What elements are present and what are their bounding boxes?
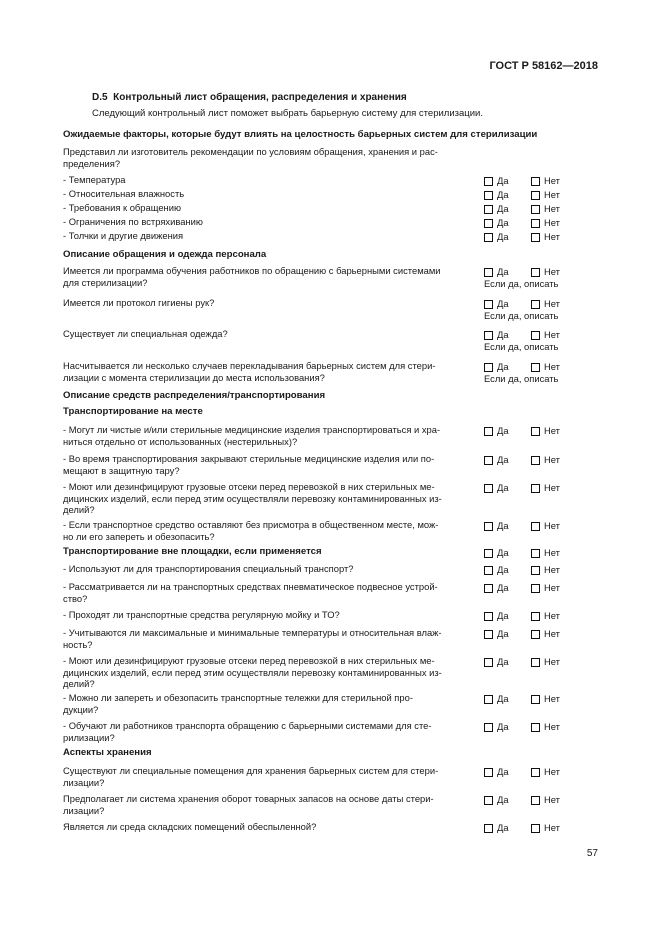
checklist-question: - Учитываются ли максимальные и минимальные температуры и относительная влаж- ность? xyxy=(63,627,442,650)
no-label: Нет xyxy=(544,361,560,372)
yes-label: Да xyxy=(497,766,509,777)
no-label: Нет xyxy=(544,721,560,732)
no-checkbox[interactable] xyxy=(531,824,540,833)
yes-checkbox[interactable] xyxy=(484,484,493,493)
checklist-question: - Обучают ли работников транспорта обращению с барьерными системами для сте- рилизации? xyxy=(63,720,432,743)
checklist-question: - Используют ли для транспортирования специальный транспорт? xyxy=(63,563,354,574)
no-option xyxy=(531,766,560,778)
no-option xyxy=(531,266,560,278)
no-label: Нет xyxy=(544,329,560,340)
no-checkbox[interactable] xyxy=(531,723,540,732)
yes-checkbox[interactable] xyxy=(484,695,493,704)
no-checkbox[interactable] xyxy=(531,522,540,531)
yes-option xyxy=(484,425,509,437)
no-label: Нет xyxy=(544,425,560,436)
yes-checkbox[interactable] xyxy=(484,177,493,186)
yes-label: Да xyxy=(497,628,509,639)
yes-option xyxy=(484,822,509,834)
yes-label: Да xyxy=(497,564,509,575)
checklist-question: - Рассматривается ли на транспортных средствах пневматическое подвесное устрой- ство? xyxy=(63,581,438,604)
no-checkbox[interactable] xyxy=(531,612,540,621)
checklist-question: - Проходят ли транспортные средства регулярную мойку и ТО? xyxy=(63,609,340,620)
no-checkbox[interactable] xyxy=(531,363,540,372)
yes-label: Да xyxy=(497,822,509,833)
yes-option xyxy=(484,564,509,576)
no-option xyxy=(531,361,560,373)
no-option xyxy=(531,721,560,733)
no-checkbox[interactable] xyxy=(531,796,540,805)
no-checkbox[interactable] xyxy=(531,219,540,228)
yes-label: Да xyxy=(497,175,509,186)
no-option xyxy=(531,564,560,576)
yes-option xyxy=(484,266,509,278)
yes-label: Да xyxy=(497,482,509,493)
no-label: Нет xyxy=(544,298,560,309)
page-number: 57 xyxy=(586,848,598,859)
yes-option xyxy=(484,547,509,559)
checklist-heading: Аспекты хранения xyxy=(63,747,152,758)
section-title: Контрольный лист обращения, распределения и хранения xyxy=(113,92,407,103)
yes-label: Да xyxy=(497,217,509,228)
yes-option xyxy=(484,454,509,466)
no-label: Нет xyxy=(544,547,560,558)
checklist-question: - Во время транспортирования закрывают стерильные медицинские изделия или по- мещают в защитную тару? xyxy=(63,453,435,476)
yes-checkbox[interactable] xyxy=(484,549,493,558)
no-checkbox[interactable] xyxy=(531,331,540,340)
yes-option xyxy=(484,175,509,187)
no-option xyxy=(531,794,560,806)
checklist-question: Имеется ли протокол гигиены рук? xyxy=(63,297,215,308)
checklist-question: Предполагает ли система хранения оборот товарных запасов на основе даты стери- лизации? xyxy=(63,793,434,816)
yes-option xyxy=(484,721,509,733)
no-option xyxy=(531,175,560,187)
yes-checkbox[interactable] xyxy=(484,824,493,833)
yes-checkbox[interactable] xyxy=(484,427,493,436)
yes-checkbox[interactable] xyxy=(484,219,493,228)
if-yes-describe: Если да, описать xyxy=(484,278,559,289)
if-yes-describe: Если да, описать xyxy=(484,341,559,352)
no-checkbox[interactable] xyxy=(531,233,540,242)
checklist-question: - Можно ли запереть и обезопасить транспортные тележки для стерильной про- дукции? xyxy=(63,692,413,715)
yes-option xyxy=(484,766,509,778)
yes-option xyxy=(484,217,509,229)
no-option xyxy=(531,189,560,201)
yes-checkbox[interactable] xyxy=(484,768,493,777)
yes-checkbox[interactable] xyxy=(484,630,493,639)
yes-checkbox[interactable] xyxy=(484,522,493,531)
no-label: Нет xyxy=(544,610,560,621)
yes-label: Да xyxy=(497,454,509,465)
yes-option xyxy=(484,520,509,532)
yes-checkbox[interactable] xyxy=(484,584,493,593)
no-checkbox[interactable] xyxy=(531,658,540,667)
yes-checkbox[interactable] xyxy=(484,612,493,621)
no-checkbox[interactable] xyxy=(531,300,540,309)
yes-label: Да xyxy=(497,547,509,558)
checklist-question: - Если транспортное средство оставляют без присмотра в общественном месте, мож- но ли его запереть и обезопасить? xyxy=(63,519,439,542)
yes-label: Да xyxy=(497,794,509,805)
if-yes-describe: Если да, описать xyxy=(484,310,559,321)
no-checkbox[interactable] xyxy=(531,177,540,186)
yes-checkbox[interactable] xyxy=(484,233,493,242)
yes-option xyxy=(484,482,509,494)
no-label: Нет xyxy=(544,693,560,704)
no-label: Нет xyxy=(544,231,560,242)
no-option xyxy=(531,520,560,532)
checklist-heading: Транспортирование на месте xyxy=(63,406,203,417)
no-option xyxy=(531,582,560,594)
yes-option xyxy=(484,203,509,215)
no-option xyxy=(531,217,560,229)
yes-label: Да xyxy=(497,266,509,277)
no-checkbox[interactable] xyxy=(531,695,540,704)
yes-label: Да xyxy=(497,329,509,340)
no-label: Нет xyxy=(544,175,560,186)
checklist-question: Представил ли изготовитель рекомендации по условиям обращения, хранения и рас- пределения? xyxy=(63,146,438,169)
yes-option xyxy=(484,361,509,373)
checklist-question: - Толчки и другие движения xyxy=(63,230,184,241)
no-label: Нет xyxy=(544,520,560,531)
no-label: Нет xyxy=(544,203,560,214)
checklist-question: - Моют или дезинфицируют грузовые отсеки перед перевозкой в них стерильных ме- дицинских изделий, если перед этим осуществляли перевозку контаминированных из- делий? xyxy=(63,655,442,689)
yes-option xyxy=(484,582,509,594)
checklist-question: Существует ли специальная одежда? xyxy=(63,328,228,339)
yes-label: Да xyxy=(497,203,509,214)
no-label: Нет xyxy=(544,564,560,575)
yes-checkbox[interactable] xyxy=(484,363,493,372)
yes-checkbox[interactable] xyxy=(484,456,493,465)
no-option xyxy=(531,628,560,640)
no-label: Нет xyxy=(544,189,560,200)
yes-option xyxy=(484,656,509,668)
no-checkbox[interactable] xyxy=(531,768,540,777)
no-label: Нет xyxy=(544,217,560,228)
yes-label: Да xyxy=(497,298,509,309)
yes-label: Да xyxy=(497,361,509,372)
yes-label: Да xyxy=(497,610,509,621)
yes-option xyxy=(484,189,509,201)
no-label: Нет xyxy=(544,766,560,777)
no-checkbox[interactable] xyxy=(531,584,540,593)
no-label: Нет xyxy=(544,482,560,493)
yes-checkbox[interactable] xyxy=(484,796,493,805)
checklist-question: - Относительная влажность xyxy=(63,188,185,199)
no-label: Нет xyxy=(544,628,560,639)
yes-checkbox[interactable] xyxy=(484,331,493,340)
no-option xyxy=(531,693,560,705)
intro-text: Следующий контрольный лист поможет выбрать барьерную систему для стерилизации. xyxy=(92,108,483,119)
document-code: ГОСТ Р 58162—2018 xyxy=(489,60,598,72)
checklist-question: - Моют или дезинфицируют грузовые отсеки перед перевозкой в них стерильных ме- дицинских изделий, если перед этим осуществляли перевозку контаминированных из- делий? xyxy=(63,481,442,515)
yes-option xyxy=(484,231,509,243)
checklist-question: - Ограничения по встряхиванию xyxy=(63,216,203,227)
no-option xyxy=(531,610,560,622)
no-label: Нет xyxy=(544,656,560,667)
no-option xyxy=(531,547,560,559)
no-option xyxy=(531,203,560,215)
checklist-question: - Могут ли чистые и/или стерильные медицинские изделия транспортироваться и хра- ниться отдельно от использованных (нестерильных)? xyxy=(63,424,441,447)
yes-checkbox[interactable] xyxy=(484,191,493,200)
no-checkbox[interactable] xyxy=(531,268,540,277)
no-option xyxy=(531,482,560,494)
no-label: Нет xyxy=(544,822,560,833)
yes-checkbox[interactable] xyxy=(484,300,493,309)
checklist-question: - Температура xyxy=(63,174,126,185)
yes-checkbox[interactable] xyxy=(484,658,493,667)
yes-option xyxy=(484,610,509,622)
yes-label: Да xyxy=(497,582,509,593)
checklist-question: - Требования к обращению xyxy=(63,202,182,213)
yes-option xyxy=(484,298,509,310)
no-option xyxy=(531,231,560,243)
no-checkbox[interactable] xyxy=(531,205,540,214)
no-option xyxy=(531,425,560,437)
yes-checkbox[interactable] xyxy=(484,268,493,277)
checklist-question: Существуют ли специальные помещения для хранения барьерных систем для стери- лизации? xyxy=(63,765,439,788)
yes-label: Да xyxy=(497,425,509,436)
yes-option xyxy=(484,794,509,806)
yes-label: Да xyxy=(497,520,509,531)
no-checkbox[interactable] xyxy=(531,456,540,465)
yes-label: Да xyxy=(497,231,509,242)
checklist-question: Насчитывается ли несколько случаев перекладывания барьерных систем для стери- лизации с момента стерилизации до места использования? xyxy=(63,360,436,383)
yes-label: Да xyxy=(497,656,509,667)
checklist-heading: Транспортирование вне площадки, если применяется xyxy=(63,546,322,557)
if-yes-describe: Если да, описать xyxy=(484,373,559,384)
checklist-question: Является ли среда складских помещений обеспыленной? xyxy=(63,821,317,832)
no-option xyxy=(531,656,560,668)
yes-label: Да xyxy=(497,189,509,200)
no-checkbox[interactable] xyxy=(531,566,540,575)
checklist-question: Имеется ли программа обучения работников по обращению с барьерными системами для стерилизации? xyxy=(63,265,441,288)
checklist-heading: Описание обращения и одежда персонала xyxy=(63,249,267,260)
yes-option xyxy=(484,329,509,341)
no-checkbox[interactable] xyxy=(531,427,540,436)
no-checkbox[interactable] xyxy=(531,484,540,493)
no-option xyxy=(531,329,560,341)
no-option xyxy=(531,454,560,466)
checklist-heading: Описание средств распределения/транспортирования xyxy=(63,390,326,401)
section-heading xyxy=(92,92,407,103)
yes-checkbox[interactable] xyxy=(484,205,493,214)
no-label: Нет xyxy=(544,794,560,805)
no-option xyxy=(531,298,560,310)
yes-checkbox[interactable] xyxy=(484,566,493,575)
no-label: Нет xyxy=(544,266,560,277)
yes-label: Да xyxy=(497,693,509,704)
section-number: D.5 xyxy=(92,92,108,103)
no-checkbox[interactable] xyxy=(531,191,540,200)
yes-label: Да xyxy=(497,721,509,732)
checklist-heading: Ожидаемые факторы, которые будут влиять на целостность барьерных систем для стерилизации xyxy=(63,129,538,140)
yes-checkbox[interactable] xyxy=(484,723,493,732)
no-checkbox[interactable] xyxy=(531,549,540,558)
yes-option xyxy=(484,693,509,705)
yes-option xyxy=(484,628,509,640)
no-option xyxy=(531,822,560,834)
no-label: Нет xyxy=(544,582,560,593)
no-label: Нет xyxy=(544,454,560,465)
no-checkbox[interactable] xyxy=(531,630,540,639)
